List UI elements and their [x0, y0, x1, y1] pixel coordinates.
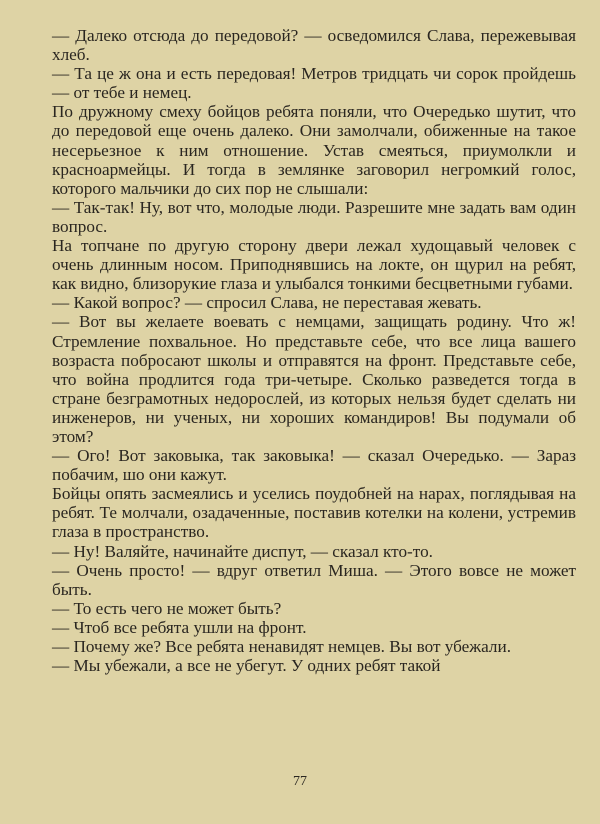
- paragraph-15: — Мы убежали, а все не убегут. У одних ребят такой: [52, 656, 441, 676]
- paragraph-12: — То есть чего не может быть?: [52, 598, 282, 618]
- paragraph-5: На топчане по другую сторону двери лежал худощавый человек с очень длинным носом. Приподнявшись на локте, он щурил на ребят, как видно, близорукие глаза и улыбался тонкими бесцветными губами.: [52, 236, 576, 294]
- paragraph-14: — Почему же? Все ребята ненавидят немцев. Вы вот убежали.: [52, 637, 511, 656]
- paragraph-13: — Чтоб все ребята ушли на фронт.: [52, 617, 307, 637]
- page-number: 77: [293, 774, 307, 789]
- paragraph-10: — Ну! Валяйте, начинайте диспут, — сказал кто-то.: [52, 541, 433, 561]
- paragraph-6: — Какой вопрос? — спросил Слава, не переставая жевать.: [52, 293, 482, 313]
- paragraph-8: — Ого! Вот заковыка, так заковыка! — сказал Очередько. — Зараз побачим, шо они кажут.: [52, 446, 576, 485]
- paragraph-9: Бойцы опять засмеялись и уселись поудобней на нарах, поглядывая на ребят. Те молчали, озадаченные, поставив котелки на колени, устремив глаза в пространство.: [52, 484, 576, 542]
- paragraph-4: — Так-так! Ну, вот что, молодые люди. Разрешите мне задать вам один вопрос.: [52, 197, 576, 236]
- page-text: [52, 26, 576, 675]
- paragraph-2: — Та це ж она и есть передовая! Метров тридцать чи сорок пройдешь — от тебе и немец.: [52, 64, 576, 103]
- paragraph-1: — Далеко отсюда до передовой? — осведомился Слава, пережевывая хлеб.: [52, 26, 576, 65]
- paragraph-11: — Очень просто! — вдруг ответил Миша. — Этого вовсе не может быть.: [52, 560, 576, 599]
- paragraph-7: — Вот вы желаете воевать с немцами, защищать родину. Что ж! Стремление похвальное. Но представьте себе, что все лица вашего возраста побросают школы и отправятся на фронт. Представьте себе, что война продлится года три-четыре. Сколько разведется тогда в стране безграмотных недорослей, из которых нельзя будет сделать ни инженеров, ни ученых, ни хороших командиров! Вы подумали об этом?: [52, 312, 576, 446]
- paragraph-3: По дружному смеху бойцов ребята поняли, что Очередько шутит, что до передовой еще очень далеко. Они замолчали, обиженные на такое несерьезное к ним отношение. Устав смеяться, приумолкли и красноармейцы. И тогда в землянке заговорил негромкий голос, которого мальчики до сих пор не слышали:: [52, 102, 576, 198]
